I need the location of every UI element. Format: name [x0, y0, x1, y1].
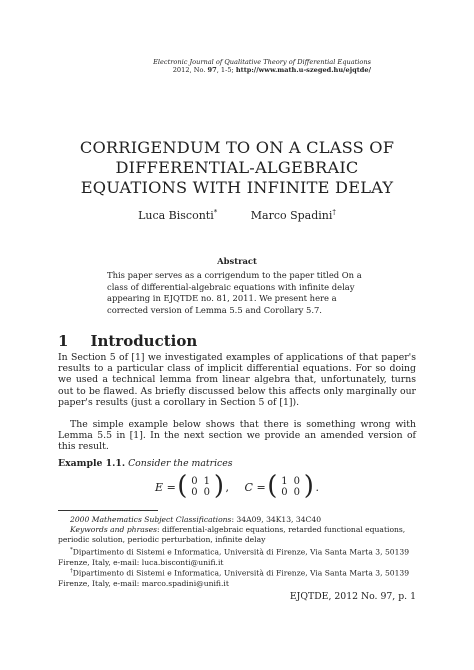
- journal-header: [111, 58, 371, 75]
- paragraph-2: The simple example below shows that there is something wrong with Lemma 5.5 in [1]. In the next section we provide an amended version of this result.: [58, 419, 416, 453]
- matrix-cell: 0: [281, 487, 288, 498]
- author-1-footnote-mark: *: [213, 208, 218, 216]
- matrix-e-label: E =: [155, 480, 176, 494]
- matrix-separator: ,: [225, 480, 230, 494]
- author-2-footnote-mark: †: [332, 208, 336, 216]
- footnote-keywords: Keywords and phrases: differential-algebraic equations, retarded functional equations, periodic solution, periodic perturbation, infinite delay: [58, 525, 406, 544]
- paper-title: [60, 138, 414, 198]
- example-heading: [58, 458, 233, 469]
- example-label: Example 1.1.: [58, 458, 126, 469]
- page-footer: EJQTDE, 2012 No. 97, p. 1: [289, 591, 416, 602]
- matrix-cell: 0: [203, 487, 211, 498]
- section-title: Introduction: [90, 332, 198, 350]
- matrix-cell: 0: [293, 487, 300, 498]
- author-2: Marco Spadini†: [250, 208, 336, 222]
- issue-volume: 97: [207, 66, 217, 75]
- journal-url-link[interactable]: http://www.math.u-szeged.hu/ejqtde/: [235, 66, 371, 75]
- issue-pages: , 1-5;: [216, 66, 236, 75]
- matrix-cell: 0: [293, 476, 300, 487]
- title-line-2: DIFFERENTIAL-ALGEBRAIC: [115, 158, 359, 177]
- matrix-e: ( 0 1 0 0 ): [177, 471, 225, 501]
- abstract-heading: Abstract: [217, 256, 257, 266]
- matrix-cell: 0: [191, 476, 198, 487]
- issue-year: 2012, No.: [172, 66, 208, 75]
- paragraph-1: In Section 5 of [1] we investigated examples of applications of that paper's results to a particular class of implicit differential equations. For so doing we used a technical lemma from linear algebra that, unfortunately, turns out to be flawed. As briefly discussed below this affects only marginally our paper's results (just a corollary in Section 5 of [1]).: [58, 352, 416, 408]
- title-line-3: EQUATIONS WITH INFINITE DELAY: [80, 178, 394, 197]
- abstract-text: This paper serves as a corrigendum to the paper titled On a class of differential-algebraic equations with infinite delay appearing in EJQTDE no. 81, 2011. We present here a corrected version of Lemma 5.5 and Corollary 5.7.: [107, 270, 362, 315]
- journal-issue: [111, 66, 371, 74]
- author-1: Luca Bisconti*: [138, 208, 218, 222]
- section-number: 1: [58, 332, 69, 350]
- matrix-c: ( 1 0 0 0 ): [267, 471, 314, 501]
- matrix-equation: [0, 471, 474, 506]
- example-text: Consider the matrices: [128, 458, 233, 469]
- matrix-cell: 1: [281, 476, 288, 487]
- matrix-cell: 0: [191, 487, 198, 498]
- matrix-c-label: C =: [244, 480, 266, 494]
- footnote-affiliation-1: *Dipartimento di Sistemi e Informatica, Università di Firenze, Via Santa Marta 3, 50139 Firenze, Italy, e-mail: luca.bisconti@unifi.it: [58, 547, 410, 567]
- footnote-affiliation-2: †Dipartimento di Sistemi e Informatica, Università di Firenze, Via Santa Marta 3, 50139 Firenze, Italy, e-mail: marco.spadini@unifi.it: [58, 568, 410, 588]
- title-line-1: CORRIGENDUM TO ON A CLASS OF: [79, 138, 395, 157]
- section-heading: [58, 332, 197, 350]
- author-list: [0, 208, 474, 222]
- journal-name: Electronic Journal of Qualitative Theory of Differential Equations: [153, 58, 371, 66]
- matrix-end-period: .: [315, 480, 319, 494]
- matrix-cell: 1: [203, 476, 211, 487]
- footnote-rule: [58, 510, 158, 511]
- footnote-msc: 2000 Mathematics Subject Classifications: 34A09, 34K13, 34C40: [70, 515, 322, 524]
